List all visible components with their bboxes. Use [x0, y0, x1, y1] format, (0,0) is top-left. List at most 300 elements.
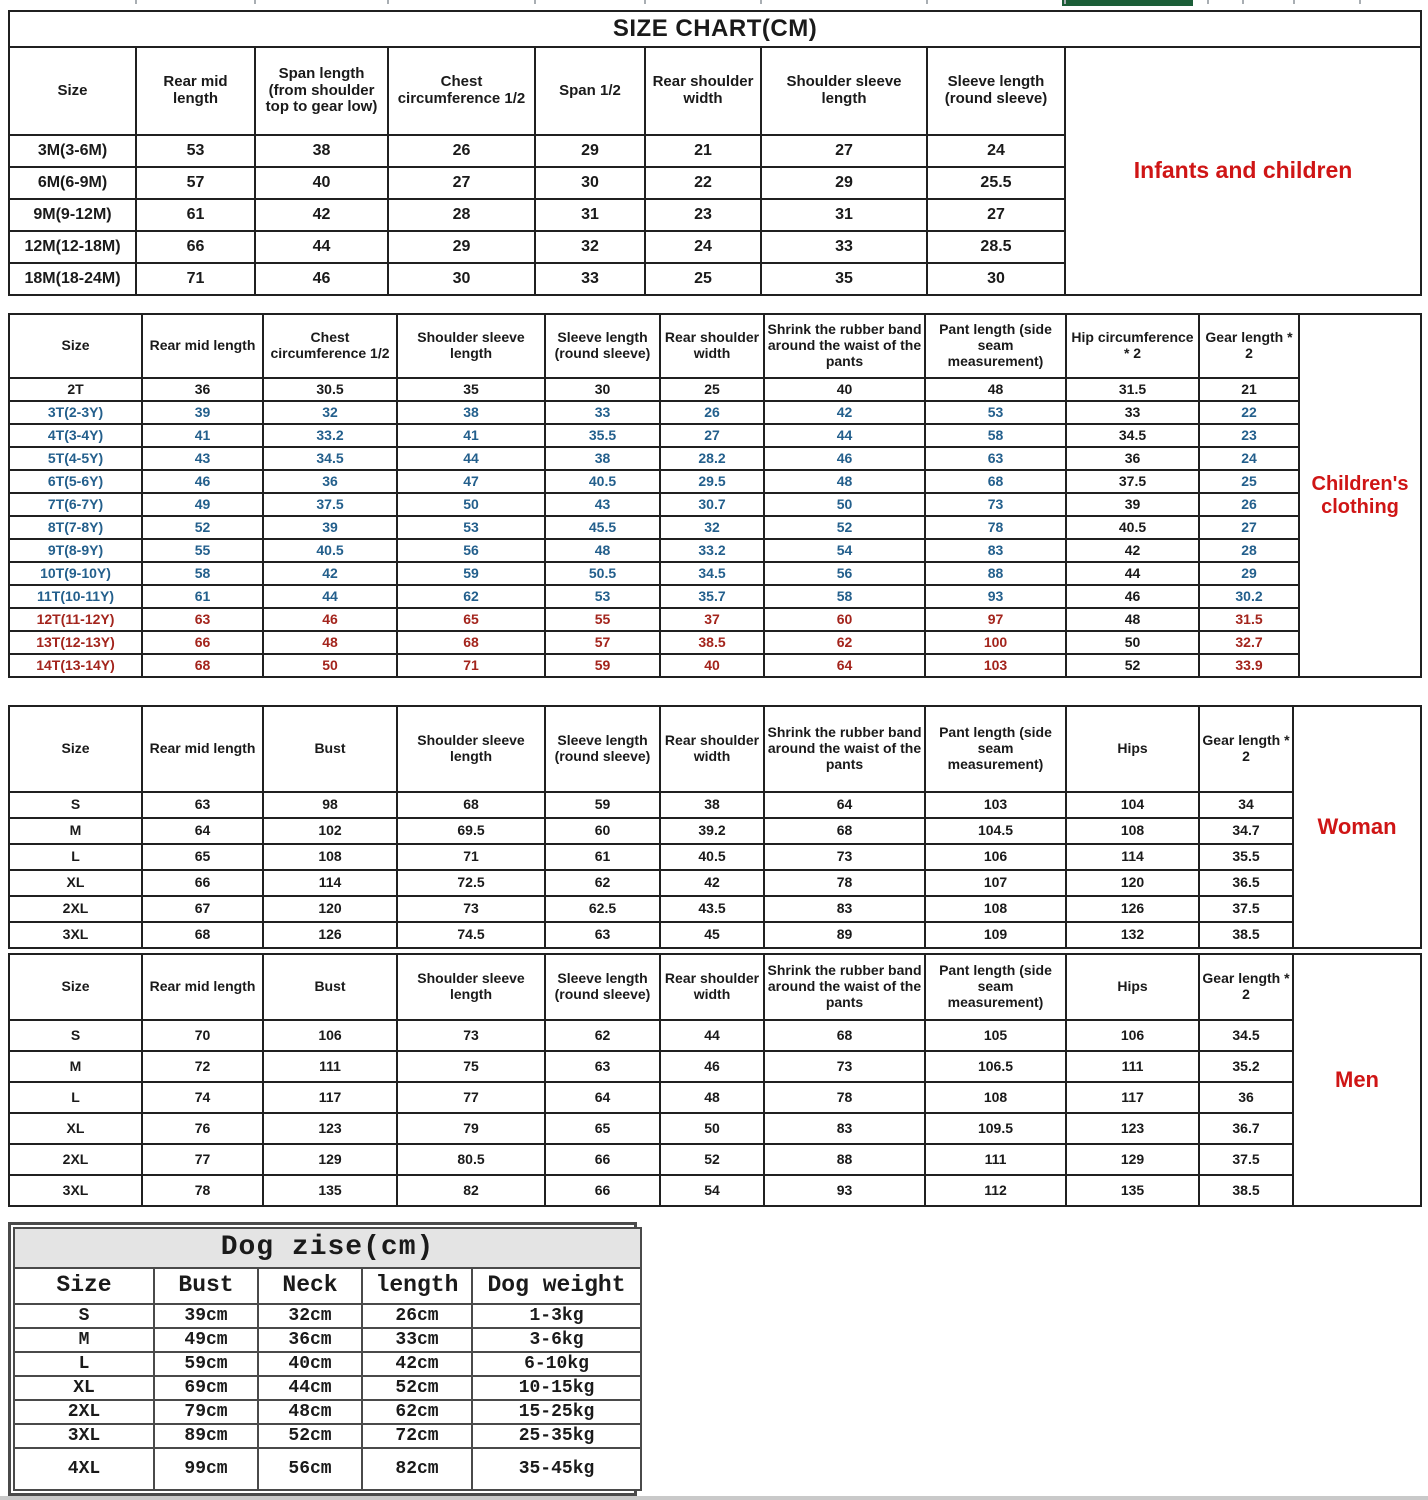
children-table-cell: 13T(12-13Y) [9, 631, 142, 654]
infants-table-cell: 30 [927, 263, 1065, 295]
children-table-cell: 30.5 [263, 378, 397, 401]
children-table-cell: 43 [142, 447, 263, 470]
children-table-cell: 3T(2-3Y) [9, 401, 142, 424]
children-table-cell: 30 [545, 378, 660, 401]
children-table-cell: 31.5 [1066, 378, 1199, 401]
infants-table-cell: 53 [136, 135, 255, 167]
spreadsheet-gridline-tick [926, 0, 928, 4]
infants-table-cell: 28 [388, 199, 535, 231]
children-table-cell: 23 [1199, 424, 1299, 447]
children-column-header: Chest circumference 1/2 [263, 314, 397, 378]
woman-column-header: Rear shoulder width [660, 706, 764, 792]
men-table-cell: 64 [545, 1082, 660, 1113]
woman-table-cell: 114 [263, 870, 397, 896]
children-table-cell: 38.5 [660, 631, 764, 654]
children-table-cell: 44 [263, 585, 397, 608]
children-table-cell: 7T(6-7Y) [9, 493, 142, 516]
children-table-cell: 59 [397, 562, 545, 585]
children-table-cell: 32 [263, 401, 397, 424]
children-table-cell: 10T(9-10Y) [9, 562, 142, 585]
dog-column-header: Bust [154, 1268, 258, 1304]
children-table-cell: 63 [142, 608, 263, 631]
children-table-cell: 30.2 [1199, 585, 1299, 608]
children-table-cell: 49 [142, 493, 263, 516]
men-table-cell: 123 [263, 1113, 397, 1144]
children-table-cell: 59 [545, 654, 660, 677]
woman-table-cell: 89 [764, 922, 925, 948]
infants-table-cell: 66 [136, 231, 255, 263]
children-table-cell: 93 [925, 585, 1066, 608]
section-label-men: Men [1293, 954, 1421, 1206]
children-table-cell: 21 [1199, 378, 1299, 401]
men-table-cell: 73 [764, 1051, 925, 1082]
woman-table-cell: 102 [263, 818, 397, 844]
children-table-cell: 45.5 [545, 516, 660, 539]
woman-table-cell: 62.5 [545, 896, 660, 922]
men-table-cell: 77 [142, 1144, 263, 1175]
men-table-cell: 93 [764, 1175, 925, 1206]
children-table-cell: 46 [764, 447, 925, 470]
children-table-cell: 42 [263, 562, 397, 585]
men-column-header: Bust [263, 954, 397, 1020]
infants-table-cell: 71 [136, 263, 255, 295]
children-table-cell: 40 [660, 654, 764, 677]
children-table-cell: 58 [925, 424, 1066, 447]
dog-table-cell: 33cm [362, 1328, 472, 1352]
children-table-cell: 44 [764, 424, 925, 447]
dog-table-cell: 52cm [362, 1376, 472, 1400]
woman-table-row [9, 870, 1421, 896]
infants-table-cell: 12M(12-18M) [9, 231, 136, 263]
children-table-cell: 34.5 [1066, 424, 1199, 447]
children-table-cell: 53 [925, 401, 1066, 424]
infants-table-cell: 6M(6-9M) [9, 167, 136, 199]
woman-table-cell: 63 [142, 792, 263, 818]
infants-table-cell: 38 [255, 135, 388, 167]
dog-table-cell: 35-45kg [472, 1448, 641, 1490]
woman-table-cell: 74.5 [397, 922, 545, 948]
woman-header-row [9, 706, 1421, 792]
children-column-header: Gear length * 2 [1199, 314, 1299, 378]
dog-table-cell: 40cm [258, 1352, 362, 1376]
dog-table-cell: 49cm [154, 1328, 258, 1352]
children-table-cell: 35.7 [660, 585, 764, 608]
woman-table-cell: 40.5 [660, 844, 764, 870]
children-table-cell: 88 [925, 562, 1066, 585]
children-column-header: Size [9, 314, 142, 378]
woman-column-header: Hips [1066, 706, 1199, 792]
children-table-cell: 33 [545, 401, 660, 424]
woman-table-cell: 69.5 [397, 818, 545, 844]
children-table-cell: 6T(5-6Y) [9, 470, 142, 493]
infants-column-header: Rear mid length [136, 47, 255, 135]
children-table-cell: 50 [1066, 631, 1199, 654]
woman-table-cell: 68 [142, 922, 263, 948]
children-table-cell: 34.5 [263, 447, 397, 470]
children-table-cell: 25 [660, 378, 764, 401]
children-table-cell: 63 [925, 447, 1066, 470]
children-table-cell: 53 [397, 516, 545, 539]
woman-table-cell: 34 [1199, 792, 1293, 818]
woman-table-cell: 61 [545, 844, 660, 870]
woman-table-row [9, 844, 1421, 870]
children-table-cell: 83 [925, 539, 1066, 562]
woman-table-cell: XL [9, 870, 142, 896]
men-column-header: Rear shoulder width [660, 954, 764, 1020]
woman-table-cell: 63 [545, 922, 660, 948]
children-table-cell: 37.5 [263, 493, 397, 516]
men-table-cell: XL [9, 1113, 142, 1144]
children-table-cell: 37 [660, 608, 764, 631]
children-table-cell: 40.5 [263, 539, 397, 562]
infants-table-cell: 30 [535, 167, 645, 199]
children-table-cell: 8T(7-8Y) [9, 516, 142, 539]
woman-table-row [9, 896, 1421, 922]
dog-table-row [14, 1304, 641, 1328]
dog-table-cell: 69cm [154, 1376, 258, 1400]
infants-table-cell: 32 [535, 231, 645, 263]
children-table-row [9, 516, 1421, 539]
men-table-cell: 78 [142, 1175, 263, 1206]
woman-table-cell: 108 [263, 844, 397, 870]
infants-column-header: Shoulder sleeve length [761, 47, 927, 135]
children-table-row [9, 608, 1421, 631]
men-table-cell: 62 [545, 1020, 660, 1051]
men-size-table [8, 953, 1422, 1207]
dog-table-cell: 10-15kg [472, 1376, 641, 1400]
children-table-row [9, 631, 1421, 654]
woman-table-cell: 104.5 [925, 818, 1066, 844]
woman-table-cell: 38 [660, 792, 764, 818]
men-table-cell: 3XL [9, 1175, 142, 1206]
men-table-cell: 36.7 [1199, 1113, 1293, 1144]
children-table-cell: 31.5 [1199, 608, 1299, 631]
infants-table-cell: 44 [255, 231, 388, 263]
woman-table-cell: 64 [142, 818, 263, 844]
men-table-cell: 83 [764, 1113, 925, 1144]
dog-table-cell: 15-25kg [472, 1400, 641, 1424]
infants-table-cell: 26 [388, 135, 535, 167]
men-table-cell: 129 [1066, 1144, 1199, 1175]
children-table-row [9, 378, 1421, 401]
infants-table-cell: 27 [388, 167, 535, 199]
men-table-cell: 74 [142, 1082, 263, 1113]
woman-table-cell: 126 [263, 922, 397, 948]
dog-table-cell: 99cm [154, 1448, 258, 1490]
woman-column-header: Gear length * 2 [1199, 706, 1293, 792]
woman-table-row [9, 922, 1421, 948]
children-table-cell: 43 [545, 493, 660, 516]
men-table-cell: 135 [1066, 1175, 1199, 1206]
section-label-woman: Woman [1293, 706, 1421, 948]
children-table-cell: 33.2 [263, 424, 397, 447]
men-column-header: Shrink the rubber band around the waist of the pants [764, 954, 925, 1020]
dog-table-cell: 59cm [154, 1352, 258, 1376]
woman-table-cell: 45 [660, 922, 764, 948]
men-table-cell: 108 [925, 1082, 1066, 1113]
dog-table-cell: 62cm [362, 1400, 472, 1424]
section-label-infants: Infants and children [1065, 47, 1421, 295]
children-column-header: Shrink the rubber band around the waist of the pants [764, 314, 925, 378]
children-column-header: Rear mid length [142, 314, 263, 378]
woman-table-cell: 103 [925, 792, 1066, 818]
children-table-cell: 52 [142, 516, 263, 539]
dog-table-row [14, 1448, 641, 1490]
infants-table-cell: 28.5 [927, 231, 1065, 263]
children-table-cell: 52 [1066, 654, 1199, 677]
men-table-cell: 105 [925, 1020, 1066, 1051]
children-table-cell: 40.5 [1066, 516, 1199, 539]
woman-table-cell: 35.5 [1199, 844, 1293, 870]
woman-table-cell: 98 [263, 792, 397, 818]
woman-column-header: Pant length (side seam measurement) [925, 706, 1066, 792]
dog-table-cell: 39cm [154, 1304, 258, 1328]
children-table-cell: 47 [397, 470, 545, 493]
woman-table-cell: L [9, 844, 142, 870]
children-table-cell: 9T(8-9Y) [9, 539, 142, 562]
men-table-cell: 123 [1066, 1113, 1199, 1144]
children-table-row [9, 539, 1421, 562]
children-table-cell: 26 [660, 401, 764, 424]
woman-table-cell: 73 [764, 844, 925, 870]
children-table-cell: 50 [397, 493, 545, 516]
spreadsheet-gridline-tick [1242, 0, 1244, 4]
children-table-cell: 64 [764, 654, 925, 677]
children-table-cell: 26 [1199, 493, 1299, 516]
children-table-cell: 50 [764, 493, 925, 516]
dog-header-row [14, 1268, 641, 1304]
children-table-cell: 56 [764, 562, 925, 585]
woman-table-cell: 43.5 [660, 896, 764, 922]
men-table-row [9, 1144, 1421, 1175]
men-table-cell: 46 [660, 1051, 764, 1082]
men-table-cell: 77 [397, 1082, 545, 1113]
infants-table-cell: 40 [255, 167, 388, 199]
infants-table-cell: 29 [388, 231, 535, 263]
dog-table-cell: 25-35kg [472, 1424, 641, 1448]
children-table-row [9, 654, 1421, 677]
woman-table-cell: 34.7 [1199, 818, 1293, 844]
infants-table-cell: 31 [761, 199, 927, 231]
children-table-cell: 28 [1199, 539, 1299, 562]
page-title: SIZE CHART(CM) [9, 11, 1421, 47]
children-table-cell: 27 [660, 424, 764, 447]
men-table-cell: 117 [1066, 1082, 1199, 1113]
dog-table-cell: 42cm [362, 1352, 472, 1376]
children-table-cell: 46 [1066, 585, 1199, 608]
woman-table-cell: 104 [1066, 792, 1199, 818]
men-table-cell: 75 [397, 1051, 545, 1082]
children-table-cell: 5T(4-5Y) [9, 447, 142, 470]
men-table-cell: 111 [263, 1051, 397, 1082]
children-table-cell: 48 [764, 470, 925, 493]
dog-column-header: Neck [258, 1268, 362, 1304]
infants-table-cell: 3M(3-6M) [9, 135, 136, 167]
infants-table-cell: 46 [255, 263, 388, 295]
spreadsheet-gridline-tick [534, 0, 536, 4]
children-table-cell: 11T(10-11Y) [9, 585, 142, 608]
men-column-header: Rear mid length [142, 954, 263, 1020]
men-table-cell: L [9, 1082, 142, 1113]
woman-table-cell: 42 [660, 870, 764, 896]
children-table-cell: 62 [397, 585, 545, 608]
children-table-cell: 78 [925, 516, 1066, 539]
infants-table-cell: 24 [927, 135, 1065, 167]
men-table-cell: 70 [142, 1020, 263, 1051]
infants-size-table [8, 10, 1422, 296]
woman-column-header: Rear mid length [142, 706, 263, 792]
dog-column-header: Dog weight [472, 1268, 641, 1304]
children-table-row [9, 493, 1421, 516]
children-table-cell: 25 [1199, 470, 1299, 493]
children-table-cell: 68 [142, 654, 263, 677]
woman-table-cell: 39.2 [660, 818, 764, 844]
children-table-cell: 73 [925, 493, 1066, 516]
dog-table-cell: S [14, 1304, 154, 1328]
infants-table-block [8, 10, 1420, 296]
men-table-cell: 65 [545, 1113, 660, 1144]
dog-table-title-row [14, 1228, 641, 1268]
spreadsheet-gridline-tick [1064, 0, 1066, 4]
dog-table-cell: 48cm [258, 1400, 362, 1424]
woman-table-cell: 107 [925, 870, 1066, 896]
children-table-cell: 56 [397, 539, 545, 562]
men-column-header: Shoulder sleeve length [397, 954, 545, 1020]
dog-table-cell: 2XL [14, 1400, 154, 1424]
infants-table-cell: 31 [535, 199, 645, 231]
woman-table-cell: 68 [764, 818, 925, 844]
infants-column-header: Sleeve length (round sleeve) [927, 47, 1065, 135]
dog-table-cell: 1-3kg [472, 1304, 641, 1328]
children-table-cell: 100 [925, 631, 1066, 654]
size-chart-title-row [9, 11, 1421, 47]
spreadsheet-gridline-tick [760, 0, 762, 4]
men-table-cell: 54 [660, 1175, 764, 1206]
dog-table-row [14, 1424, 641, 1448]
children-table-row [9, 562, 1421, 585]
woman-table-cell: 108 [925, 896, 1066, 922]
woman-table-cell: 132 [1066, 922, 1199, 948]
spreadsheet-gridline-tick [1359, 0, 1361, 4]
children-column-header: Hip circumference * 2 [1066, 314, 1199, 378]
infants-table-cell: 42 [255, 199, 388, 231]
men-table-cell: 129 [263, 1144, 397, 1175]
woman-size-table [8, 705, 1422, 949]
woman-table-cell: 37.5 [1199, 896, 1293, 922]
men-table-cell: 44 [660, 1020, 764, 1051]
infants-table-cell: 57 [136, 167, 255, 199]
infants-column-header: Size [9, 47, 136, 135]
men-table-cell: 34.5 [1199, 1020, 1293, 1051]
children-table-cell: 39 [142, 401, 263, 424]
children-table-cell: 50 [263, 654, 397, 677]
children-table-cell: 35 [397, 378, 545, 401]
infants-table-cell: 30 [388, 263, 535, 295]
men-table-cell: 106 [263, 1020, 397, 1051]
children-table-row [9, 470, 1421, 493]
dog-table-cell: 3-6kg [472, 1328, 641, 1352]
men-table-cell: 38.5 [1199, 1175, 1293, 1206]
children-table-cell: 58 [764, 585, 925, 608]
children-table-cell: 37.5 [1066, 470, 1199, 493]
children-table-cell: 2T [9, 378, 142, 401]
dog-table-block [8, 1222, 637, 1496]
dog-table-row [14, 1400, 641, 1424]
children-table-cell: 32.7 [1199, 631, 1299, 654]
infants-table-cell: 18M(18-24M) [9, 263, 136, 295]
woman-table-cell: 3XL [9, 922, 142, 948]
children-table-cell: 44 [1066, 562, 1199, 585]
woman-table-cell: 83 [764, 896, 925, 922]
infants-column-header: Span 1/2 [535, 47, 645, 135]
children-table-cell: 22 [1199, 401, 1299, 424]
children-table-cell: 48 [263, 631, 397, 654]
dog-table-cell: 3XL [14, 1424, 154, 1448]
children-table-cell: 66 [142, 631, 263, 654]
men-table-cell: 111 [925, 1144, 1066, 1175]
infants-table-cell: 21 [645, 135, 761, 167]
children-column-header: Sleeve length (round sleeve) [545, 314, 660, 378]
children-table-cell: 71 [397, 654, 545, 677]
men-table-row [9, 1113, 1421, 1144]
woman-table-cell: 38.5 [1199, 922, 1293, 948]
children-table-cell: 57 [545, 631, 660, 654]
woman-table-cell: 59 [545, 792, 660, 818]
dog-table-cell: 72cm [362, 1424, 472, 1448]
dog-table-cell: 52cm [258, 1424, 362, 1448]
children-table-cell: 62 [764, 631, 925, 654]
men-table-cell: S [9, 1020, 142, 1051]
dog-size-table [13, 1227, 642, 1491]
infants-column-header: Chest circumference 1/2 [388, 47, 535, 135]
children-table-cell: 38 [545, 447, 660, 470]
children-table-cell: 40 [764, 378, 925, 401]
children-column-header: Shoulder sleeve length [397, 314, 545, 378]
infants-table-cell: 27 [927, 199, 1065, 231]
section-label-children: Children's clothing [1299, 314, 1421, 677]
men-table-cell: 109.5 [925, 1113, 1066, 1144]
children-table-cell: 54 [764, 539, 925, 562]
woman-table-cell: 126 [1066, 896, 1199, 922]
children-table-cell: 53 [545, 585, 660, 608]
dog-table-cell: L [14, 1352, 154, 1376]
dog-table-row [14, 1376, 641, 1400]
men-table-cell: 66 [545, 1175, 660, 1206]
children-table-cell: 33.9 [1199, 654, 1299, 677]
spreadsheet-gridline-tick [135, 0, 137, 4]
children-table-cell: 36 [1066, 447, 1199, 470]
men-table-cell: 73 [397, 1020, 545, 1051]
children-table-block [8, 313, 1420, 678]
dog-table-cell: 56cm [258, 1448, 362, 1490]
men-table-cell: M [9, 1051, 142, 1082]
children-table-cell: 38 [397, 401, 545, 424]
children-table-cell: 27 [1199, 516, 1299, 539]
men-table-cell: 37.5 [1199, 1144, 1293, 1175]
children-table-cell: 46 [142, 470, 263, 493]
children-column-header: Rear shoulder width [660, 314, 764, 378]
woman-column-header: Shoulder sleeve length [397, 706, 545, 792]
woman-table-block [8, 705, 1420, 949]
dog-table-row [14, 1352, 641, 1376]
children-table-cell: 48 [925, 378, 1066, 401]
woman-table-cell: 114 [1066, 844, 1199, 870]
woman-table-cell: 60 [545, 818, 660, 844]
woman-table-cell: 71 [397, 844, 545, 870]
dog-table-title: Dog zise(cm) [14, 1228, 641, 1268]
children-table-cell: 60 [764, 608, 925, 631]
woman-table-cell: 64 [764, 792, 925, 818]
